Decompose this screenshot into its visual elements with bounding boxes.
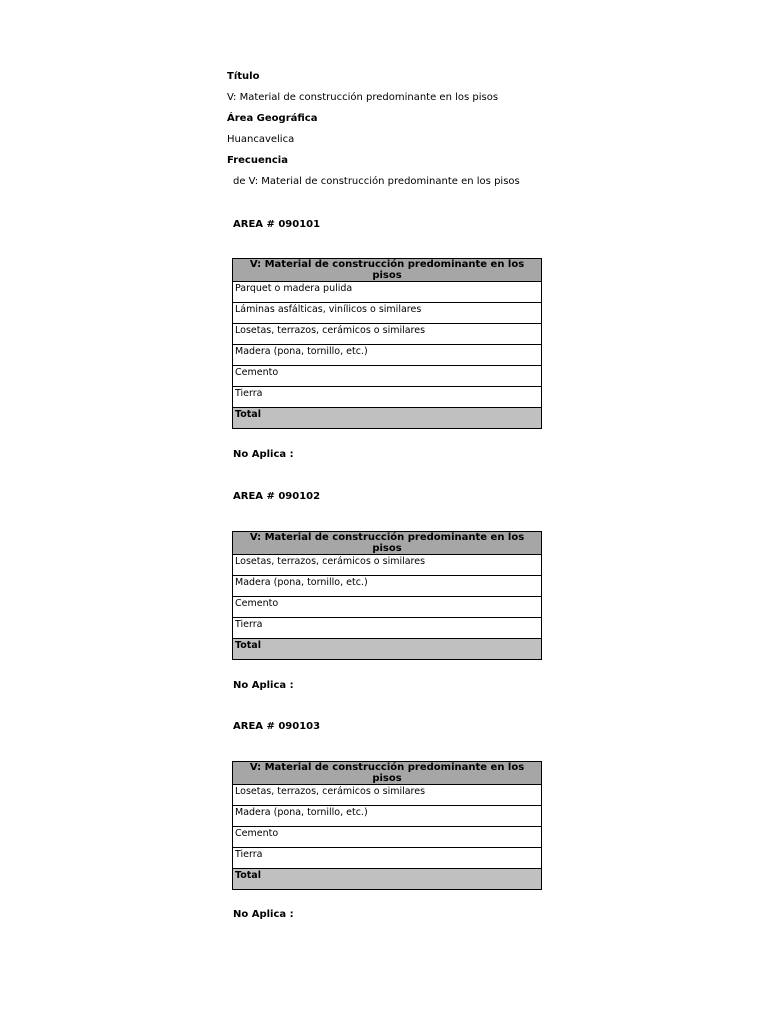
- table-cell: Losetas, terrazos, cerámicos o similares: [233, 324, 542, 345]
- table-row: [233, 827, 542, 848]
- table-cell: Losetas, terrazos, cerámicos o similares: [233, 785, 542, 806]
- area-heading: AREA # 090103: [233, 721, 321, 732]
- table-row: [233, 785, 542, 806]
- frequency-table: [232, 531, 542, 660]
- report-metadata: [227, 70, 520, 196]
- table-total-row: [233, 639, 542, 660]
- area-heading: AREA # 090102: [233, 491, 321, 502]
- geographic-area-label: Área Geográfica: [227, 113, 318, 124]
- table-cell: Láminas asfálticas, vinílicos o similares: [233, 303, 542, 324]
- table-cell: Cemento: [233, 597, 542, 618]
- table-cell: Madera (pona, tornillo, etc.): [233, 345, 542, 366]
- no-aplica-label: No Aplica :: [233, 909, 294, 920]
- table-row: [233, 848, 542, 869]
- table-total-cell: Total: [233, 869, 542, 890]
- table-row: [233, 303, 542, 324]
- table-row: [233, 806, 542, 827]
- frequency-label: Frecuencia: [227, 155, 288, 166]
- no-aplica-label: No Aplica :: [233, 449, 294, 460]
- area-heading: AREA # 090101: [233, 219, 321, 230]
- table-total-cell: Total: [233, 639, 542, 660]
- table-header: V: Material de construcción predominante en los pisos: [233, 259, 542, 282]
- table-header-row: [233, 532, 542, 555]
- table-header-row: [233, 259, 542, 282]
- table-row: [233, 555, 542, 576]
- frequency-value: de V: Material de construcción predominante en los pisos: [233, 176, 520, 187]
- table-row: [233, 387, 542, 408]
- table-row: [233, 618, 542, 639]
- table-row: [233, 576, 542, 597]
- table-cell: Tierra: [233, 848, 542, 869]
- frequency-table: [232, 761, 542, 890]
- frequency-table: [232, 258, 542, 429]
- geographic-area-value: Huancavelica: [227, 134, 295, 145]
- table-cell: Parquet o madera pulida: [233, 282, 542, 303]
- table-row: [233, 324, 542, 345]
- table-header-row: [233, 762, 542, 785]
- table-cell: Cemento: [233, 827, 542, 848]
- table-row: [233, 345, 542, 366]
- table-header: V: Material de construcción predominante en los pisos: [233, 532, 542, 555]
- no-aplica-label: No Aplica :: [233, 680, 294, 691]
- table-cell: Madera (pona, tornillo, etc.): [233, 576, 542, 597]
- table-row: [233, 597, 542, 618]
- table-cell: Cemento: [233, 366, 542, 387]
- table-header: V: Material de construcción predominante en los pisos: [233, 762, 542, 785]
- table-cell: Tierra: [233, 387, 542, 408]
- table-row: [233, 282, 542, 303]
- title-value: V: Material de construcción predominante en los pisos: [227, 92, 499, 103]
- table-total-cell: Total: [233, 408, 542, 429]
- table-cell: Tierra: [233, 618, 542, 639]
- table-row: [233, 366, 542, 387]
- table-total-row: [233, 869, 542, 890]
- title-label: Título: [227, 71, 260, 82]
- table-total-row: [233, 408, 542, 429]
- table-cell: Losetas, terrazos, cerámicos o similares: [233, 555, 542, 576]
- table-cell: Madera (pona, tornillo, etc.): [233, 806, 542, 827]
